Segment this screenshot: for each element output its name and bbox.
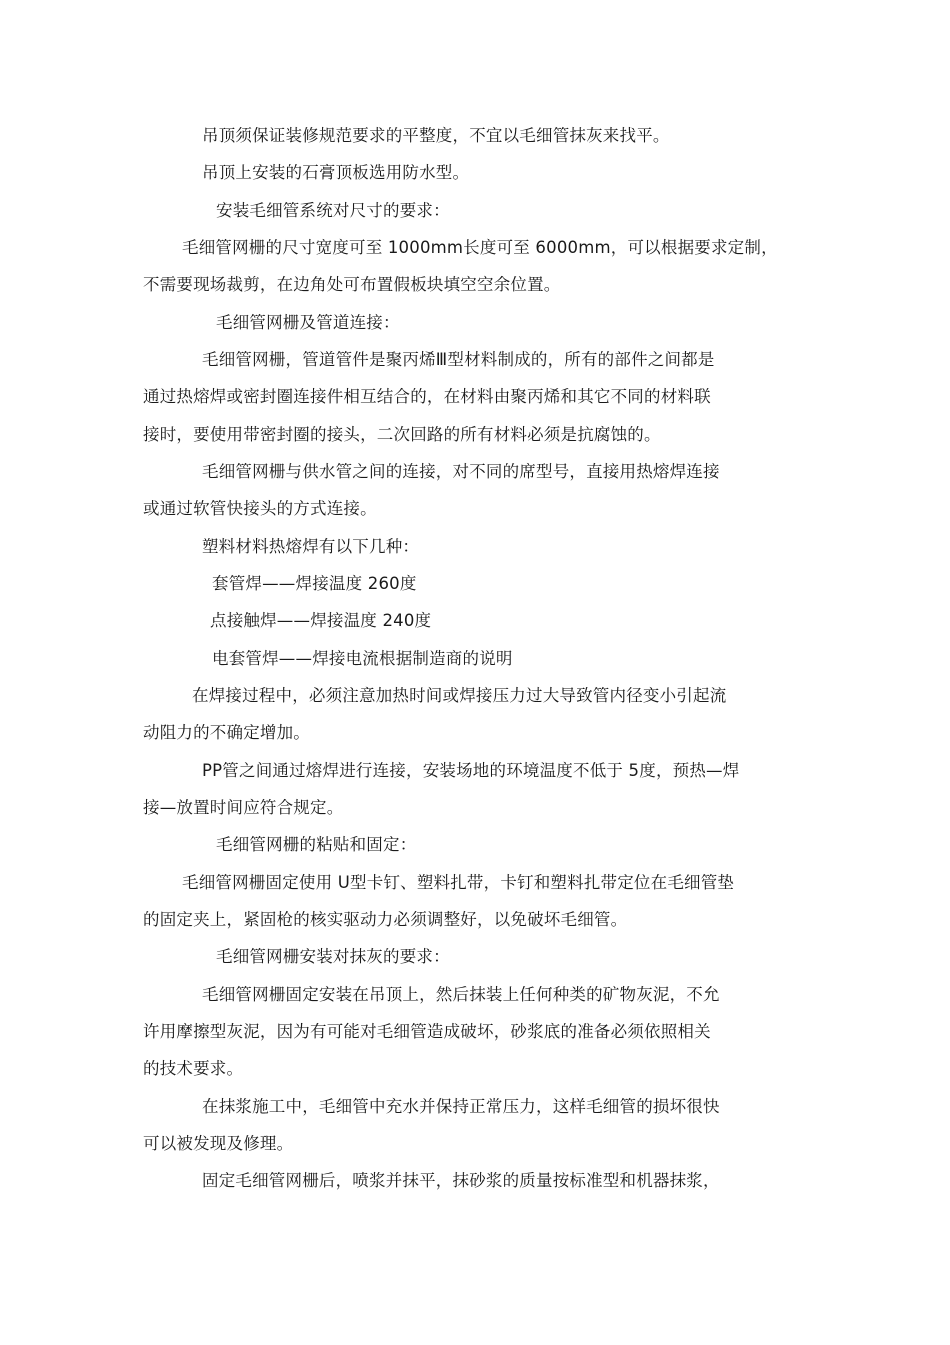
paragraph-line: 毛细管网栅固定使用 U型卡钉、塑料扎带，卡钉和塑料扎带定位在毛细管垫 <box>182 873 735 892</box>
paragraph-line: 在焊接过程中，必须注意加热时间或焊接压力过大导致管内径变小引起流 <box>192 686 727 705</box>
paragraph-line: 毛细管网栅固定安装在吊顶上，然后抹装上任何种类的矿物灰泥，不允 <box>202 985 720 1004</box>
section-heading: 毛细管网栅及管道连接： <box>216 313 400 332</box>
paragraph-line: 通过热熔焊或密封圈连接件相互结合的，在材料由聚丙烯和其它不同的材料联 <box>143 387 711 406</box>
list-item: 点接触焊——焊接温度 240度 <box>210 611 432 630</box>
paragraph-line: PP管之间通过熔焊进行连接，安装场地的环境温度不低于 5度，预热—焊 <box>202 761 740 780</box>
paragraph-line: 接时，要使用带密封圈的接头，二次回路的所有材料必须是抗腐蚀的。 <box>143 425 661 444</box>
section-heading: 毛细管网栅安装对抹灰的要求： <box>216 947 450 966</box>
paragraph-line: 吊顶须保证装修规范要求的平整度，不宜以毛细管抹灰来找平。 <box>202 126 670 145</box>
paragraph-line: 在抹浆施工中，毛细管中充水并保持正常压力，这样毛细管的损坏很快 <box>202 1097 720 1116</box>
paragraph-line: 或通过软管快接头的方式连接。 <box>143 499 377 518</box>
paragraph-line: 塑料材料热熔焊有以下几种： <box>202 537 420 556</box>
list-item: 电套管焊——焊接电流根据制造商的说明 <box>212 649 513 668</box>
paragraph-line: 固定毛细管网栅后，喷浆并抹平，抹砂浆的质量按标准型和机器抹浆， <box>202 1171 720 1190</box>
paragraph-line: 可以被发现及修理。 <box>143 1134 294 1153</box>
paragraph-line: 的技术要求。 <box>143 1059 244 1078</box>
paragraph-line: 许用摩擦型灰泥，因为有可能对毛细管造成破坏，砂浆底的准备必须依照相关 <box>143 1022 711 1041</box>
section-heading: 安装毛细管系统对尺寸的要求： <box>216 201 450 220</box>
section-heading: 毛细管网栅的粘贴和固定： <box>216 835 417 854</box>
paragraph-line: 毛细管网栅与供水管之间的连接，对不同的席型号，直接用热熔焊连接 <box>202 462 720 481</box>
paragraph-line: 毛细管网栅的尺寸宽度可至 1000mm长度可至 6000mm，可以根据要求定制， <box>182 238 778 257</box>
paragraph-line: 毛细管网栅，管道管件是聚丙烯Ⅲ型材料制成的，所有的部件之间都是 <box>202 350 715 369</box>
paragraph-line: 接—放置时间应符合规定。 <box>143 798 344 817</box>
list-item: 套管焊——焊接温度 260度 <box>212 574 417 593</box>
paragraph-line: 动阻力的不确定增加。 <box>143 723 310 742</box>
paragraph-line: 的固定夹上，紧固枪的核实驱动力必须调整好，以免破坏毛细管。 <box>143 910 628 929</box>
paragraph-line: 不需要现场裁剪，在边角处可布置假板块填空空余位置。 <box>143 275 561 294</box>
paragraph-line: 吊顶上安装的石膏顶板选用防水型。 <box>202 163 470 182</box>
